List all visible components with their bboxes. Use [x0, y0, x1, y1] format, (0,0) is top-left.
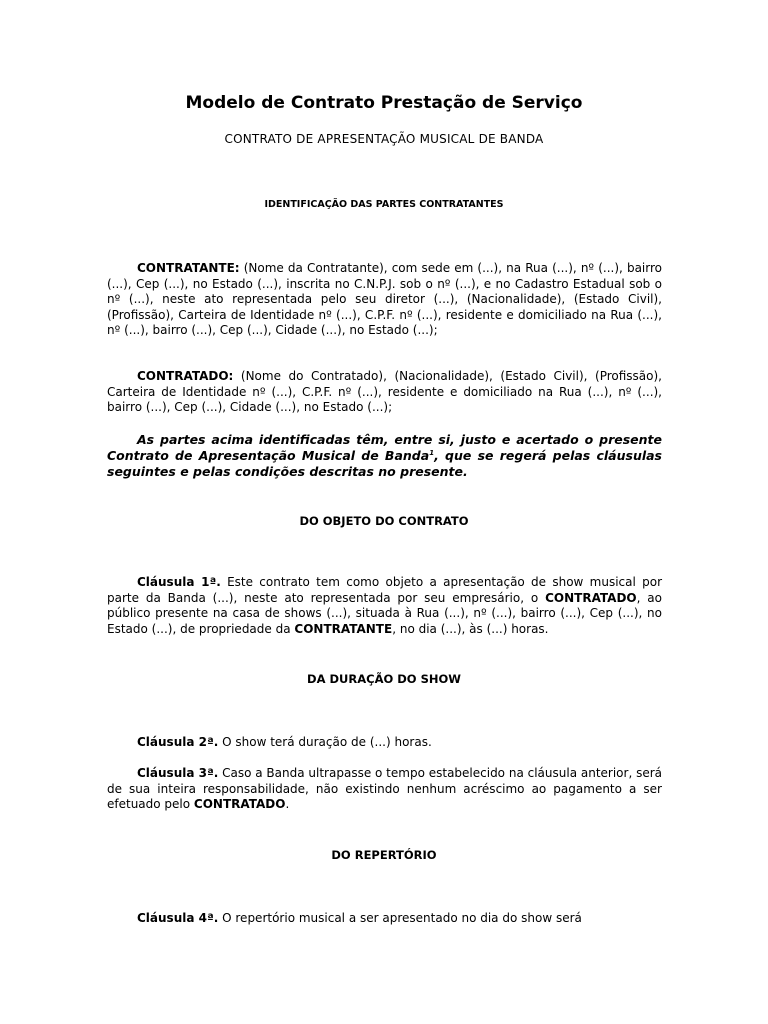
document-title: Modelo de Contrato Prestação de Serviço: [185, 93, 583, 113]
clausula-3-paragraph: [107, 766, 662, 813]
clausula-1-paragraph: [107, 575, 662, 637]
clausula-1-bold-contratante: CONTRATANTE: [294, 621, 393, 636]
intro-text-after: , que se regerá pelas cláusulas seguintes e pelas condições descritas no presente.: [107, 448, 662, 479]
clausula-2-label: Cláusula 2ª.: [137, 735, 219, 749]
identification-heading: IDENTIFICAÇÃO DAS PARTES CONTRATANTES: [264, 199, 504, 210]
contratante-paragraph: [107, 261, 662, 339]
clausula-3-bold-contratado: CONTRATADO: [193, 797, 286, 812]
clausula-1-text-part1: Este contrato tem como objeto a apresentação de show musical por parte da Banda (...), neste ato representada por seu empresário, o: [107, 575, 663, 605]
intro-paragraph: [107, 432, 662, 480]
section-heading-objeto: DO OBJETO DO CONTRATO: [299, 514, 469, 528]
contratante-text: (Nome da Contratante), com sede em (...), na Rua (...), nº (...), bairro (...), Cep (...), no Estado (...), inscrita no C.N.P.J. sob o nº (...), e no Cadastro Estadual sob o nº (...), neste ato representada pelo seu diretor (...), (Nacionalidade), (Estado Civil), (Profissão), Carteira de Identidade nº (...), C.P.F. nº (...), residente e domiciliado na Rua (...), nº (...), bairro (...), Cep (...), Cidade (...), no Estado (...);: [107, 261, 662, 338]
clausula-3-text-part1: Caso a Banda ultrapasse o tempo estabelecido na cláusula anterior, será de sua inteira responsabilidade, não existindo nenhum acréscimo ao pagamento a ser efetuado pelo: [107, 766, 663, 812]
clausula-3-text-part2: .: [285, 797, 290, 812]
section-heading-repertorio: DO REPERTÓRIO: [331, 848, 437, 862]
clausula-2-paragraph: [107, 735, 662, 751]
contratante-label: CONTRATANTE:: [137, 261, 240, 275]
clausula-4-text: O repertório musical a ser apresentado no dia do show será: [218, 911, 582, 925]
document-subtitle: CONTRATO DE APRESENTAÇÃO MUSICAL DE BANDA: [224, 132, 544, 146]
clausula-4-paragraph: [107, 911, 662, 927]
intro-text-before: As partes acima identificadas têm, entre si, justo e acertado o presente Contrato de Apresentação Musical de Banda: [107, 432, 662, 463]
clausula-3-label: Cláusula 3ª.: [137, 766, 219, 780]
clausula-1-label: Cláusula 1ª.: [137, 575, 221, 589]
clausula-1-text-part2: , ao público presente na casa de shows (...), situada à Rua (...), nº (...), bairro (...), Cep (...), no Estado (...), de propriedade da: [107, 590, 663, 636]
clausula-2-text: O show terá duração de (...) horas.: [218, 735, 432, 749]
clausula-1-text-part3: , no dia (...), às (...) horas.: [392, 621, 549, 636]
section-heading-duracao: DA DURAÇÃO DO SHOW: [307, 672, 461, 686]
clausula-1-bold-contratado: CONTRATADO: [545, 590, 637, 605]
contratado-paragraph: [107, 369, 662, 416]
footnote-marker[interactable]: 1: [429, 448, 435, 457]
contratado-label: CONTRATADO:: [137, 369, 234, 383]
contratado-text: (Nome do Contratado), (Nacionalidade), (Estado Civil), (Profissão), Carteira de Identidade nº (...), C.P.F. nº (...), residente e domiciliado na Rua (...), nº (...), bairro (...), Cep (...), Cidade (...), no Estado (...);: [107, 369, 662, 415]
clausula-4-label: Cláusula 4ª.: [137, 911, 219, 925]
